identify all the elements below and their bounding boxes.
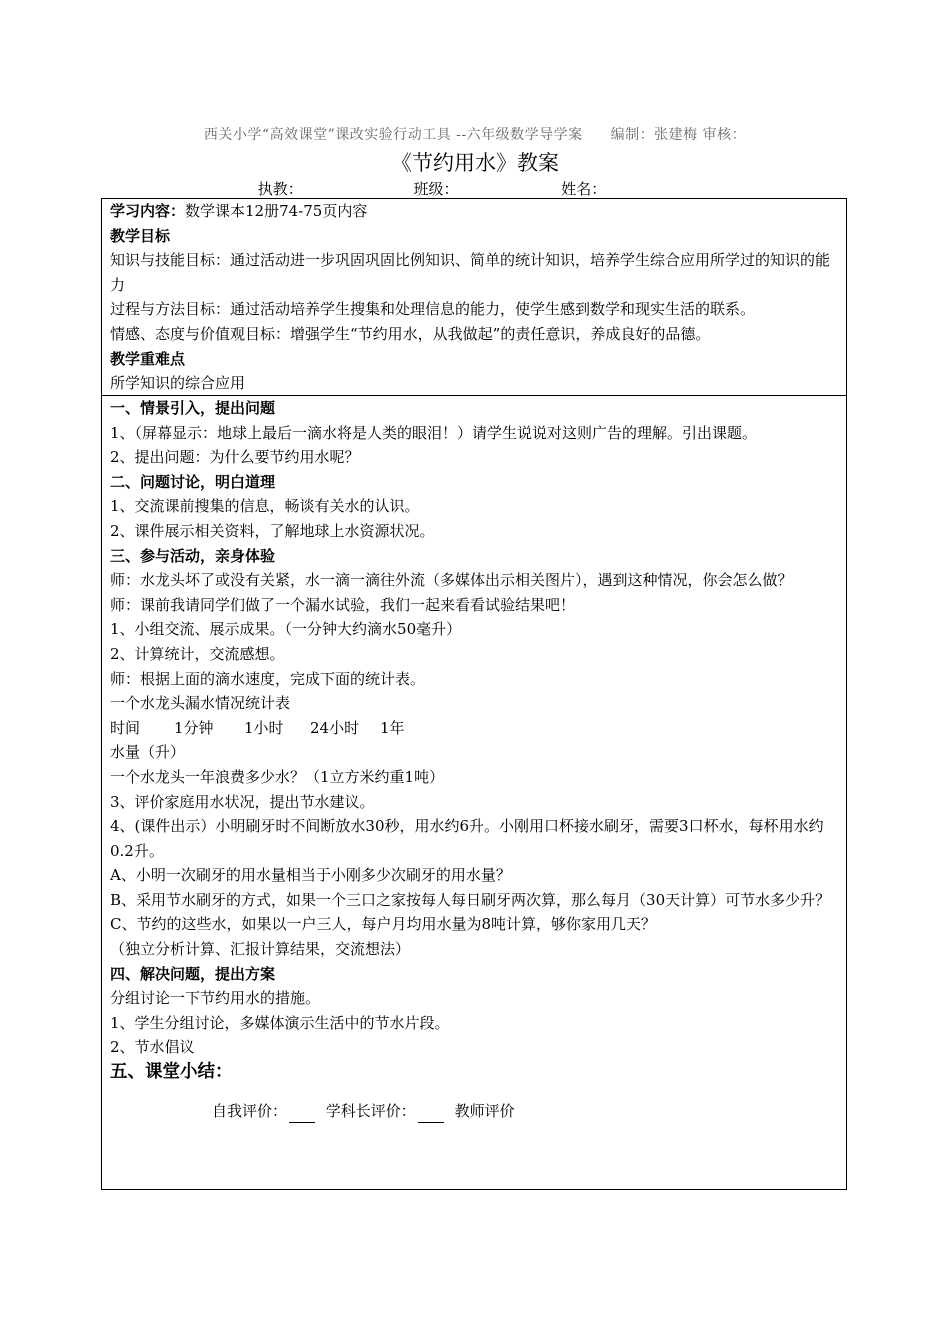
question-note: （独立分析计算、汇报计算结果，交流想法） [110, 940, 411, 959]
goal-process: 过程与方法目标：通过活动培养学生搜集和处理信息的能力，使学生感到数学和现实生活的联系。 [110, 300, 756, 319]
teacher-blank[interactable] [303, 182, 373, 199]
question-b: B、采用节水刷牙的方式，如果一个三口之家按每人每日刷牙两次算，那么每月（30天计算）可节水多少升？ [110, 890, 831, 909]
name-field[interactable] [561, 178, 692, 199]
stat-header-1min: 1分钟 [174, 718, 214, 737]
header-school-line: 西关小学“高效课堂”课改实验行动工具 --六年级数学导学案 [203, 127, 583, 143]
part4-item2: 2、节水倡议 [110, 1038, 195, 1057]
class-field[interactable] [413, 178, 520, 199]
content-value: 数学课本12册74-75页内容 [185, 202, 368, 220]
page-title: 《节约用水》教案 [391, 151, 559, 175]
part5-heading: 五、课堂小结： [110, 1062, 233, 1083]
part4-paragraph1: 分组讨论一下节约用水的措施。 [110, 989, 321, 1008]
part2-item2: 2、课件展示相关资料，了解地球上水资源状况。 [110, 521, 435, 540]
evaluation-row [110, 1099, 838, 1124]
name-label: 姓名： [561, 180, 607, 198]
stat-row-label: 水量（升） [110, 743, 186, 762]
part3-paragraph3: 师：根据上面的滴水速度，完成下面的统计表。 [110, 669, 426, 688]
stat-header-time: 时间 [110, 718, 141, 737]
teacher-eval-label: 教师评价 [454, 1101, 515, 1120]
class-label: 班级： [413, 180, 459, 198]
part3-paragraph2: 师：课前我请同学们做了一个漏水试验，我们一起来看看试验结果吧！ [110, 595, 576, 614]
lesson-table [101, 198, 847, 1190]
part3-item4: 4、(课件出示）小明刷牙时不间断放水30秒，用水约6升。小刚用口杯接水刷牙，需要3口杯水，每杯用水约0.2升。 [110, 817, 824, 860]
stat-header-1year: 1年 [380, 718, 405, 737]
difficulty-value: 所学知识的综合应用 [110, 374, 246, 393]
header-author-line: 编制：张建梅 审核： [610, 127, 747, 143]
stat-header-1hour: 1小时 [244, 718, 284, 737]
info-line [0, 178, 950, 199]
teacher-label: 执教： [257, 180, 303, 198]
part4-heading: 四、解决问题，提出方案 [110, 964, 276, 983]
part1-heading: 一、情景引入，提出问题 [110, 399, 276, 417]
difficulty-heading: 教学重难点 [110, 349, 186, 368]
part3-item2: 2、计算统计，交流感想。 [110, 644, 285, 663]
part3-paragraph1: 师：水龙头坏了或没有关紧，水一滴一滴往外流（多媒体出示相关图片），遇到这种情况，你会怎么做？ [110, 571, 793, 590]
part3-item1: 1、小组交流、展示成果。（一分钟大约滴水50毫升） [110, 620, 462, 639]
self-eval-blank[interactable] [289, 1108, 315, 1123]
question-a: A、小明一次刷牙的用水量相当于小刚多少次刷牙的用水量？ [110, 866, 511, 885]
leader-eval-blank[interactable] [418, 1108, 444, 1123]
part2-item1: 1、交流课前搜集的信息，畅谈有关水的认识。 [110, 497, 420, 516]
teacher-field[interactable] [258, 178, 373, 199]
question-c: C、节约的这些水，如果以一户三人，每户月均用水量为8吨计算，够你家用几天？ [110, 915, 657, 934]
lesson-overview-cell [102, 199, 846, 396]
content-label: 学习内容： [110, 202, 186, 220]
goal-emotion: 情感、态度与价值观目标：增强学生“节约用水，从我做起”的责任意识，养成良好的品德。 [110, 324, 711, 343]
self-eval-label: 自我评价： [212, 1101, 288, 1120]
goals-heading: 教学目标 [110, 226, 171, 245]
part1-item2: 2、提出问题：为什么要节约用水呢？ [110, 448, 360, 467]
stat-header-24hour: 24小时 [310, 718, 360, 737]
lesson-process-cell [102, 396, 846, 1189]
stat-table-header [110, 716, 838, 741]
stat-table-title: 一个水龙头漏水情况统计表 [110, 694, 291, 713]
leader-eval-label: 学科长评价： [325, 1101, 416, 1120]
part4-item1: 1、学生分组讨论，多媒体演示生活中的节水片段。 [110, 1013, 450, 1032]
class-blank[interactable] [459, 182, 521, 199]
part3-item3: 3、评价家庭用水状况，提出节水建议。 [110, 792, 375, 811]
part3-heading: 三、参与活动，亲身体验 [110, 546, 276, 565]
stat-question: 一个水龙头一年浪费多少水？（1立方米约重1吨） [110, 767, 445, 786]
part1-item1: 1、（屏幕显示：地球上最后一滴水将是人类的眼泪！）请学生说说对这则广告的理解。引出课题。 [110, 423, 758, 442]
part2-heading: 二、问题讨论，明白道理 [110, 472, 276, 491]
name-blank[interactable] [606, 182, 692, 199]
document-header [0, 124, 950, 144]
goal-knowledge: 知识与技能目标：通过活动进一步巩固巩固比例知识、简单的统计知识，培养学生综合应用所学过的知识的能力 [110, 251, 831, 294]
